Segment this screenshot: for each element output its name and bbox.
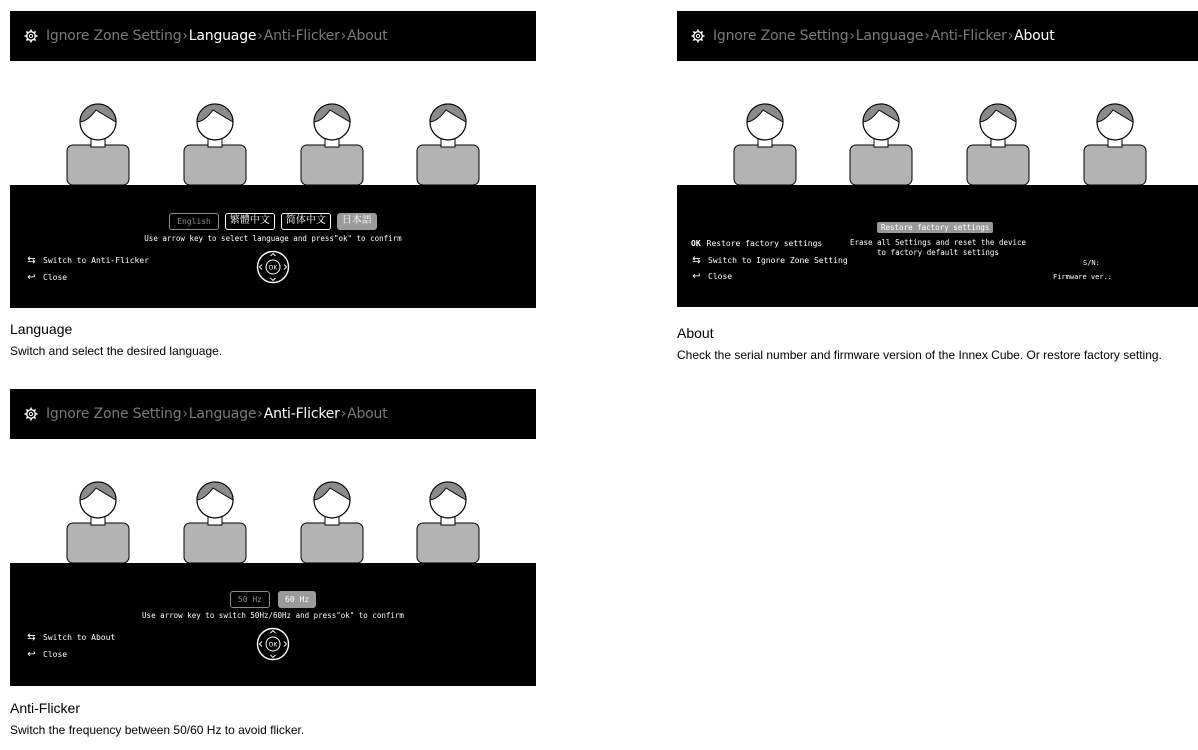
back-arrow-icon: ↩ <box>27 272 36 283</box>
meeting-participants-illustration <box>10 439 536 563</box>
back-arrow-icon: ↩ <box>27 649 36 660</box>
person-icon <box>416 101 480 185</box>
switch-label: Switch to About <box>43 633 116 642</box>
top-bar <box>10 389 536 439</box>
osd-panel <box>10 185 536 308</box>
crumb-language[interactable]: Language <box>188 28 257 44</box>
serial-number-label: S/N: <box>1083 259 1100 267</box>
anti-flicker-caption-title: Anti-Flicker <box>10 700 81 716</box>
person-icon <box>300 479 364 563</box>
top-bar <box>10 11 536 61</box>
restore-desc-line1: Erase all Settings and reset the device <box>849 238 1027 247</box>
language-caption-desc: Switch and select the desired language. <box>10 344 223 358</box>
crumb-about[interactable]: About <box>1014 28 1055 44</box>
language-option-english[interactable]: English <box>169 213 219 230</box>
switch-control[interactable] <box>26 632 115 644</box>
instruction-text: Use arrow key to switch 50Hz/60Hz and press"ok" to confirm <box>142 611 404 620</box>
anti-flicker-screen <box>10 389 536 686</box>
close-control[interactable] <box>691 271 732 283</box>
crumb-about[interactable]: About <box>347 28 388 44</box>
breadcrumb: Ignore Zone Setting › Language › Anti-Flicker › About <box>46 28 388 44</box>
person-icon <box>183 479 247 563</box>
crumb-about[interactable]: About <box>347 406 388 422</box>
ok-dpad-icon[interactable] <box>256 627 290 661</box>
ok-key-label: OK <box>691 239 701 248</box>
crumb-language[interactable]: Language <box>188 406 257 422</box>
about-caption-desc: Check the serial number and firmware version of the Innex Cube. Or restore factory setting. <box>677 348 1162 362</box>
about-caption-title: About <box>677 325 714 341</box>
switch-arrows-icon: ⇆ <box>27 255 36 266</box>
switch-arrows-icon: ⇆ <box>27 632 36 643</box>
ok-label: OK <box>268 264 278 272</box>
person-icon <box>1083 101 1147 185</box>
person-icon <box>966 101 1030 185</box>
breadcrumb: Ignore Zone Setting › Language › Anti-Flicker › About <box>46 406 388 422</box>
anti-flicker-caption-desc: Switch the frequency between 50/60 Hz to avoid flicker. <box>10 723 305 737</box>
frequency-options <box>10 591 536 608</box>
switch-control[interactable] <box>26 255 149 267</box>
gear-icon[interactable] <box>24 29 38 43</box>
restore-description <box>837 238 1039 258</box>
language-options <box>10 213 536 230</box>
switch-label: Switch to Ignore Zone Setting <box>708 256 848 265</box>
person-icon <box>849 101 913 185</box>
person-icon <box>733 101 797 185</box>
person-icon <box>66 479 130 563</box>
crumb-ignore-zone[interactable]: Ignore Zone Setting <box>46 28 182 44</box>
top-bar <box>677 11 1198 61</box>
close-label: Close <box>708 272 733 281</box>
crumb-ignore-zone[interactable]: Ignore Zone Setting <box>713 28 849 44</box>
language-option-japanese[interactable]: 日本語 <box>337 213 377 230</box>
frequency-option-60hz[interactable]: 60 Hz <box>278 591 316 608</box>
frequency-option-50hz[interactable]: 50 Hz <box>230 591 270 608</box>
crumb-anti-flicker[interactable]: Anti-Flicker <box>930 28 1007 44</box>
ok-restore-control[interactable] <box>691 238 822 250</box>
close-label: Close <box>43 650 68 659</box>
firmware-version-label: Firmware ver.: <box>1053 273 1113 281</box>
gear-icon[interactable] <box>691 29 705 43</box>
switch-label: Switch to Anti-Flicker <box>43 256 149 265</box>
ok-action-label: Restore factory settings <box>706 239 823 248</box>
crumb-language[interactable]: Language <box>855 28 924 44</box>
person-icon <box>183 101 247 185</box>
meeting-participants-illustration <box>677 61 1198 185</box>
language-caption-title: Language <box>10 321 73 337</box>
instruction-text: Use arrow key to select language and press"ok" to confirm <box>144 234 402 243</box>
person-icon <box>66 101 130 185</box>
ok-label: OK <box>268 641 278 649</box>
language-option-simplified-chinese[interactable]: 简体中文 <box>281 213 331 230</box>
osd-panel <box>677 185 1198 307</box>
person-icon <box>416 479 480 563</box>
switch-arrows-icon: ⇆ <box>692 255 701 266</box>
language-option-traditional-chinese[interactable]: 繁體中文 <box>225 213 275 230</box>
breadcrumb: Ignore Zone Setting › Language › Anti-Flicker › About <box>713 28 1055 44</box>
restore-factory-button[interactable]: Restore factory settings <box>877 222 993 233</box>
close-label: Close <box>43 273 68 282</box>
osd-panel <box>10 563 536 686</box>
ok-dpad-icon[interactable] <box>256 250 290 284</box>
restore-desc-line2: to factory default settings <box>877 248 999 257</box>
language-screen <box>10 11 536 308</box>
about-screen <box>677 11 1198 308</box>
person-icon <box>300 101 364 185</box>
close-control[interactable] <box>26 649 67 661</box>
crumb-ignore-zone[interactable]: Ignore Zone Setting <box>46 406 182 422</box>
back-arrow-icon: ↩ <box>692 271 701 282</box>
gear-icon[interactable] <box>24 407 38 421</box>
close-control[interactable] <box>26 272 67 284</box>
meeting-participants-illustration <box>10 61 536 185</box>
switch-control[interactable] <box>691 255 848 267</box>
crumb-anti-flicker[interactable]: Anti-Flicker <box>263 406 340 422</box>
crumb-anti-flicker[interactable]: Anti-Flicker <box>263 28 340 44</box>
